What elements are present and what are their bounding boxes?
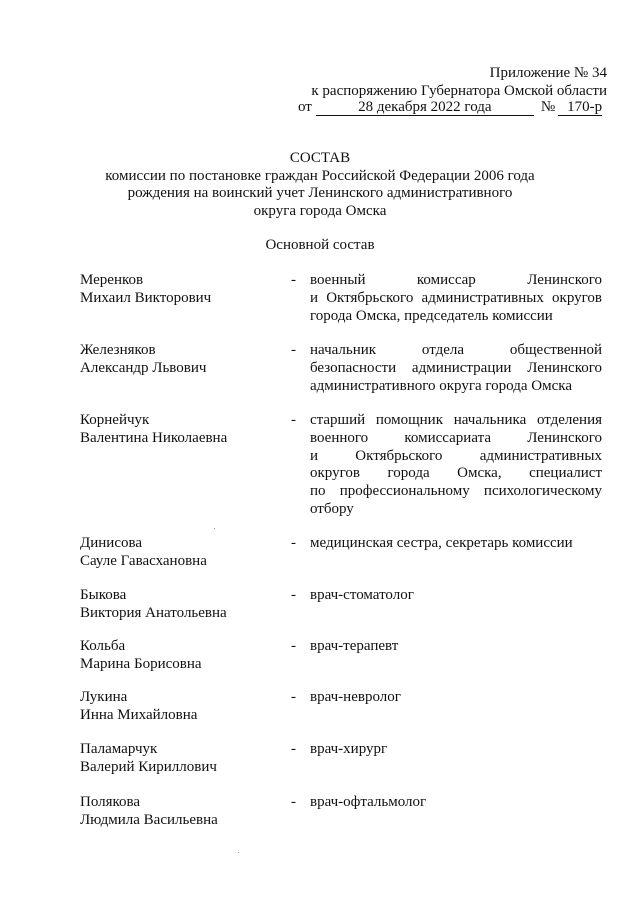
member-name: [80, 741, 280, 777]
member-dash: -: [291, 587, 296, 603]
member-dash: -: [291, 412, 296, 428]
role-line: безопасности администрации Ленинского: [310, 359, 602, 376]
member-dash: -: [291, 535, 296, 551]
role-line: административного округа города Омска: [310, 377, 572, 394]
member-role: [310, 535, 602, 553]
member-dash: -: [291, 689, 296, 705]
member-name: [80, 412, 280, 448]
scan-speck: [214, 528, 215, 529]
order-date: 28 декабря 2022 года: [316, 99, 534, 116]
role-line: врач-стоматолог: [310, 587, 414, 603]
title-line: рождения на воинский учет Ленинского административного: [127, 185, 513, 201]
title-heading: СОСТАВ: [289, 150, 351, 166]
document-title: [0, 150, 640, 220]
member-surname: Динисова: [80, 535, 143, 551]
title-line: округа города Омска: [253, 202, 387, 219]
role-line: военного комиссариата Ленинского: [310, 429, 602, 446]
role-line: по профессиональному психологическому: [310, 483, 602, 500]
role-line: города Омска, председатель комиссии: [310, 307, 553, 324]
member-role: [310, 412, 602, 519]
member-name: [80, 689, 280, 725]
title-line: комиссии по постановке граждан Российской Федерации 2006 года: [105, 167, 535, 184]
member-given-names: Людмила Васильевна: [80, 811, 218, 828]
member-role: [310, 272, 602, 325]
role-line: медицинская сестра, секретарь комиссии: [310, 535, 573, 551]
member-dash: -: [291, 272, 296, 288]
role-line: начальник отдела общественной: [310, 342, 602, 358]
member-dash: -: [291, 794, 296, 810]
member-role: [310, 689, 602, 707]
role-line: отбору: [310, 500, 354, 517]
member-name: [80, 272, 280, 308]
member-name: [80, 638, 280, 674]
scan-speck: [238, 852, 239, 853]
member-given-names: Валерий Кириллович: [80, 758, 217, 775]
member-dash: -: [291, 741, 296, 757]
member-surname: Кольба: [80, 638, 126, 654]
member-surname: Меренков: [80, 272, 144, 288]
member-surname: Полякова: [80, 794, 141, 810]
appendix-number: Приложение № 34: [489, 65, 607, 81]
role-line: врач-хирург: [310, 741, 388, 757]
order-number: 170-р: [558, 99, 602, 116]
role-line: и Октябрьского административных округов: [310, 289, 602, 306]
order-date-number-line: [298, 98, 602, 116]
member-surname: Паламарчук: [80, 741, 158, 757]
member-surname: Железняков: [80, 342, 156, 358]
member-given-names: Марина Борисовна: [80, 655, 202, 672]
member-role: [310, 342, 602, 395]
member-name: [80, 587, 280, 623]
role-line: старший помощник начальника отделения: [310, 412, 602, 428]
member-surname: Корнейчук: [80, 412, 150, 428]
role-line: военный комиссар Ленинского: [310, 272, 602, 288]
member-dash: -: [291, 342, 296, 358]
member-name: [80, 342, 280, 378]
appendix-header: [277, 64, 607, 100]
member-role: [310, 794, 602, 812]
member-name: [80, 535, 280, 571]
role-line: врач-невролог: [310, 689, 401, 705]
member-surname: Лукина: [80, 689, 128, 705]
member-given-names: Михаил Викторович: [80, 289, 212, 306]
from-label: от: [298, 99, 312, 115]
member-given-names: Александр Львович: [80, 359, 207, 376]
member-given-names: Сауле Гавасхановна: [80, 552, 207, 569]
member-dash: -: [291, 638, 296, 654]
role-line: округов города Омска, специалист: [310, 465, 602, 482]
role-line: врач-терапевт: [310, 638, 399, 654]
role-line: и Октябрьского административных: [310, 447, 602, 464]
member-role: [310, 741, 602, 759]
member-role: [310, 587, 602, 605]
member-name: [80, 794, 280, 830]
member-given-names: Инна Михайловна: [80, 706, 198, 723]
number-label: №: [540, 99, 556, 115]
section-subtitle: Основной состав: [265, 237, 375, 253]
member-given-names: Виктория Анатольевна: [80, 604, 227, 621]
role-line: врач-офтальмолог: [310, 794, 427, 810]
member-surname: Быкова: [80, 587, 127, 603]
member-role: [310, 638, 602, 656]
member-given-names: Валентина Николаевна: [80, 429, 228, 446]
order-reference: к распоряжению Губернатора Омской области: [311, 83, 607, 99]
